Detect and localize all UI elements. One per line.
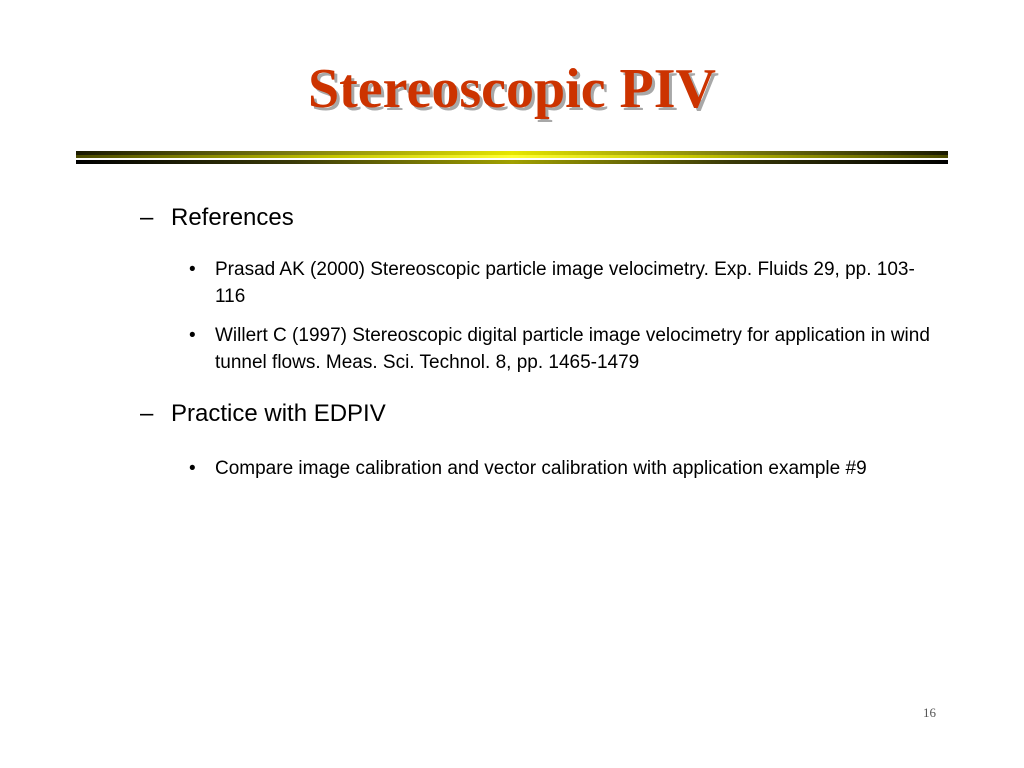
section-heading-references: References [171,204,294,231]
bullet-marker: • [189,325,196,346]
reference-item-willert [189,322,939,376]
bullet-marker: • [189,259,196,280]
practice-item-compare [189,455,939,482]
reference-text-prasad: Prasad AK (2000) Stereoscopic particle image velocimetry. Exp. Fluids 29, pp. 103-116 [215,259,915,307]
page-number: 16 [923,705,936,720]
practice-text-compare: Compare image calibration and vector calibration with application example #9 [215,458,867,479]
reference-text-willert: Willert C (1997) Stereoscopic digital particle image velocimetry for application in wind tunnel flows. Meas. Sci. Technol. 8, pp. 1465-1479 [215,325,930,373]
reference-item-prasad [189,256,939,310]
slide-title: Stereoscopic PIV [308,58,716,120]
section-heading-practice: Practice with EDPIV [171,400,386,427]
dash-marker: – [140,204,154,231]
dash-marker: – [140,400,154,427]
bullet-marker: • [189,458,196,479]
